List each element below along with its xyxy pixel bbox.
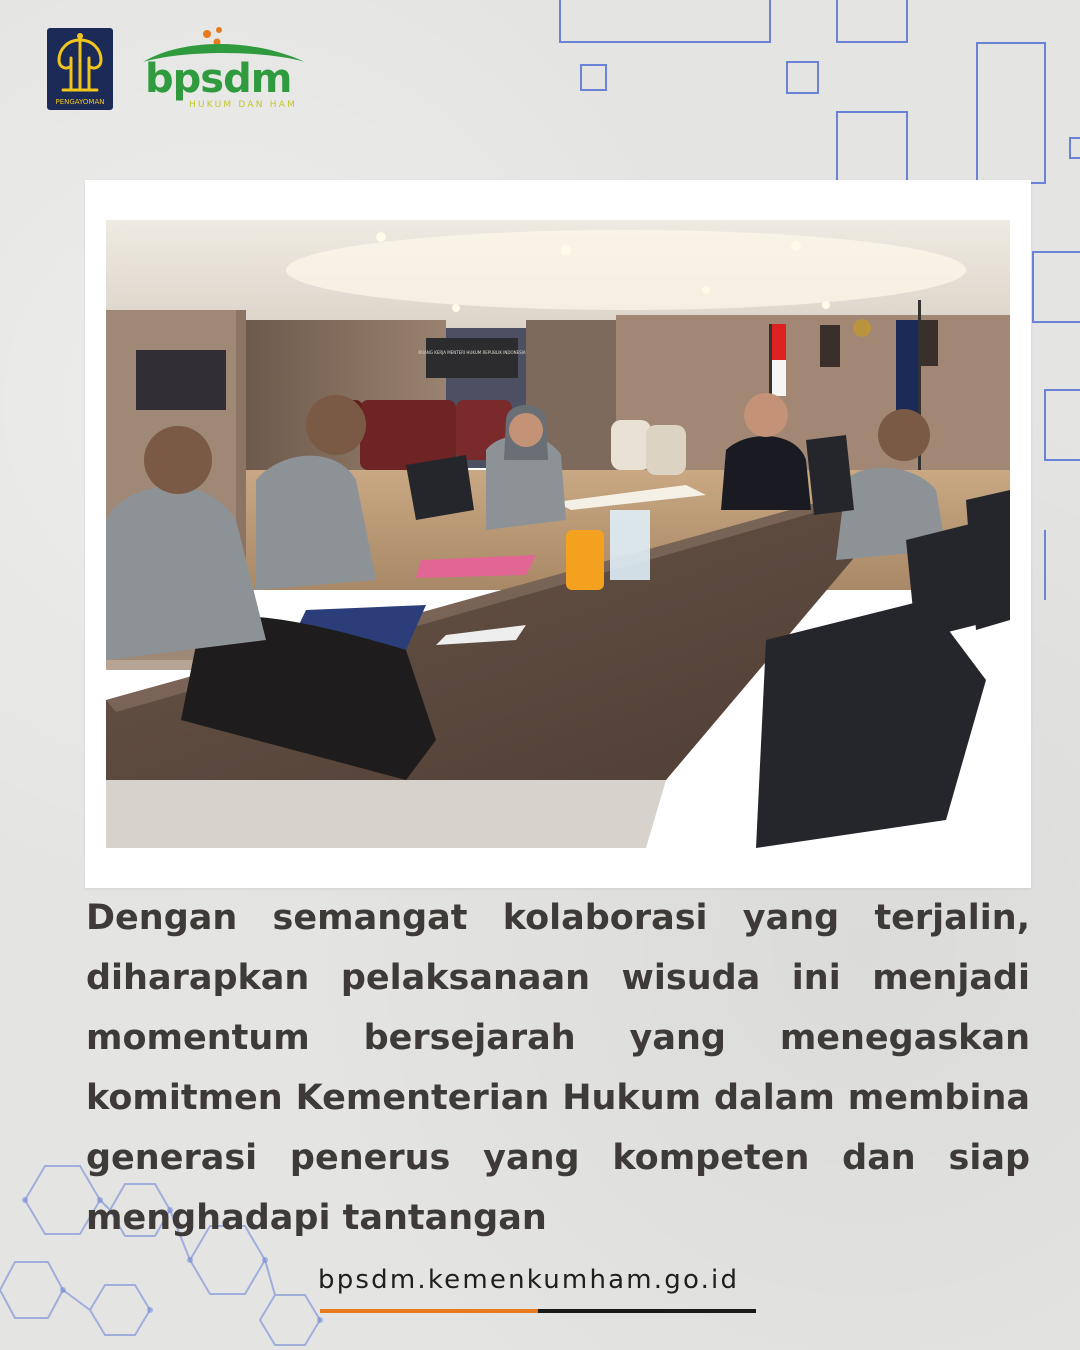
pengayoman-emblem-logo (47, 28, 113, 110)
brand-name: bpsdm (145, 56, 292, 102)
wall-plaque: RUANG KERJA MENTERI HUKUM REPUBLIK INDONESIA (418, 350, 526, 355)
website-link[interactable]: bpsdm.kemenkumham.go.id (318, 1265, 740, 1295)
caption-paragraph: Dengan semangat kolaborasi yang terjalin, diharapkan pelaksanaan wisuda ini menjadi momentum bersejarah yang menegaskan komitmen Kementerian Hukum dalam membina generasi penerus yang kompeten dan siap menghadapi tantangan (86, 898, 1030, 1238)
website-underline-black (538, 1309, 756, 1313)
bpsdm-logo (133, 24, 313, 114)
brand-subtitle: HUKUM DAN HAM (189, 100, 298, 110)
meeting-room-photo (106, 220, 1010, 848)
website-underline-orange (320, 1309, 538, 1313)
emblem-caption: PENGAYOMAN (55, 98, 105, 106)
